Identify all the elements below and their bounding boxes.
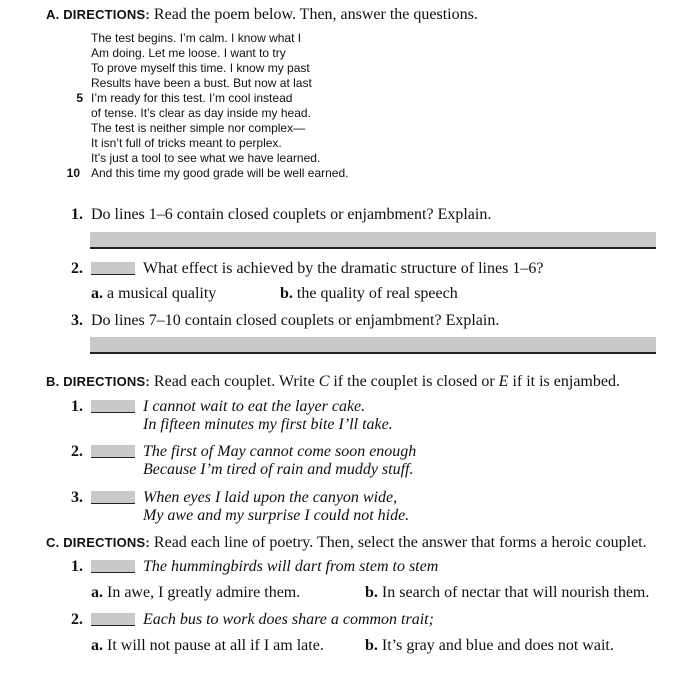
section-c-header [46, 534, 647, 552]
question-number: 1. [71, 558, 83, 575]
option-text: the quality of real speech [296, 285, 458, 302]
answer-blank-b2[interactable] [91, 445, 135, 458]
poem-line: And this time my good grade will be well earned. [91, 166, 349, 180]
poem-line-number: 5 [76, 91, 83, 105]
option-b[interactable] [365, 637, 614, 655]
question-text: Do lines 7–10 contain closed couplets or enjambment? Explain. [91, 312, 500, 329]
section-a-directions: Read the poem below. Then, answer the questions. [153, 6, 478, 23]
option-a[interactable] [91, 584, 300, 602]
option-text: It’s gray and blue and does not wait. [381, 637, 614, 654]
enjambed-code: E [498, 373, 509, 390]
section-b-directions-end: if it is enjambed. [508, 373, 620, 390]
section-c-label: C. DIRECTIONS: [46, 535, 150, 550]
question-number: 2. [71, 260, 83, 277]
couplet-number: 1. [71, 398, 83, 415]
section-a-label: A. DIRECTIONS: [46, 7, 150, 22]
question-number: 3. [71, 312, 83, 329]
poem-line: Results have been a bust. But now at last [91, 76, 312, 90]
couplet-number: 2. [71, 443, 83, 460]
option-letter: b. [280, 285, 293, 302]
answer-blank-b3[interactable] [91, 491, 135, 504]
option-b[interactable] [280, 285, 458, 303]
option-text: In search of nectar that will nourish them. [381, 584, 650, 601]
option-letter: a. [91, 637, 103, 654]
option-text: It will not pause at all if I am late. [107, 637, 324, 654]
poem-line: I’m ready for this test. I’m cool instead [91, 91, 293, 105]
poetry-line: Each bus to work does share a common trait; [143, 611, 434, 628]
poem-line: of tense. It’s clear as day inside my head. [91, 106, 311, 120]
answer-field-q3[interactable] [90, 337, 656, 354]
poem-line: It’s just a tool to see what we have learned. [91, 151, 321, 165]
option-letter: a. [91, 285, 103, 302]
answer-blank-q2[interactable] [91, 262, 135, 275]
section-b-label: B. DIRECTIONS: [46, 374, 150, 389]
option-letter: b. [365, 637, 378, 654]
couplet-line: My awe and my surprise I could not hide. [143, 507, 410, 524]
option-letter: b. [365, 584, 378, 601]
option-letter: a. [91, 584, 103, 601]
answer-field-q1[interactable] [90, 232, 656, 249]
poetry-line: The hummingbirds will dart from stem to stem [143, 558, 439, 575]
option-b[interactable] [365, 584, 649, 602]
section-b-header [46, 373, 620, 391]
poem-line: The test is neither simple nor complex— [91, 121, 306, 135]
section-a-header [46, 6, 478, 24]
question-text: What effect is achieved by the dramatic structure of lines 1–6? [143, 260, 544, 277]
poem-line: To prove myself this time. I know my past [91, 61, 310, 75]
option-text: In awe, I greatly admire them. [107, 584, 301, 601]
section-c-directions: Read each line of poetry. Then, select the answer that forms a heroic couplet. [153, 534, 647, 551]
answer-blank-b1[interactable] [91, 400, 135, 413]
couplet-line: When eyes I laid upon the canyon wide, [143, 489, 398, 506]
question-number: 2. [71, 611, 83, 628]
answer-blank-c2[interactable] [91, 613, 135, 626]
closed-code: C [318, 373, 330, 390]
couplet-number: 3. [71, 489, 83, 506]
poem-line-number: 10 [66, 166, 80, 180]
poem-line: Am doing. Let me loose. I want to try [91, 46, 286, 60]
couplet-line: The first of May cannot come soon enough [143, 443, 417, 460]
section-b-directions-mid: if the couplet is closed or [329, 373, 499, 390]
answer-blank-c1[interactable] [91, 560, 135, 573]
option-a[interactable] [91, 285, 216, 303]
option-a[interactable] [91, 637, 324, 655]
question-number: 1. [71, 206, 83, 223]
poem-line: The test begins. I’m calm. I know what I [91, 31, 302, 45]
section-b-directions-start: Read each couplet. Write [153, 373, 319, 390]
couplet-line: In fifteen minutes my first bite I’ll take. [143, 416, 393, 433]
option-text: a musical quality [107, 285, 217, 302]
couplet-line: Because I’m tired of rain and muddy stuff. [143, 461, 414, 478]
question-text: Do lines 1–6 contain closed couplets or enjambment? Explain. [91, 206, 492, 223]
poem-line: It isn’t full of tricks meant to perplex. [91, 136, 282, 150]
couplet-line: I cannot wait to eat the layer cake. [143, 398, 366, 415]
